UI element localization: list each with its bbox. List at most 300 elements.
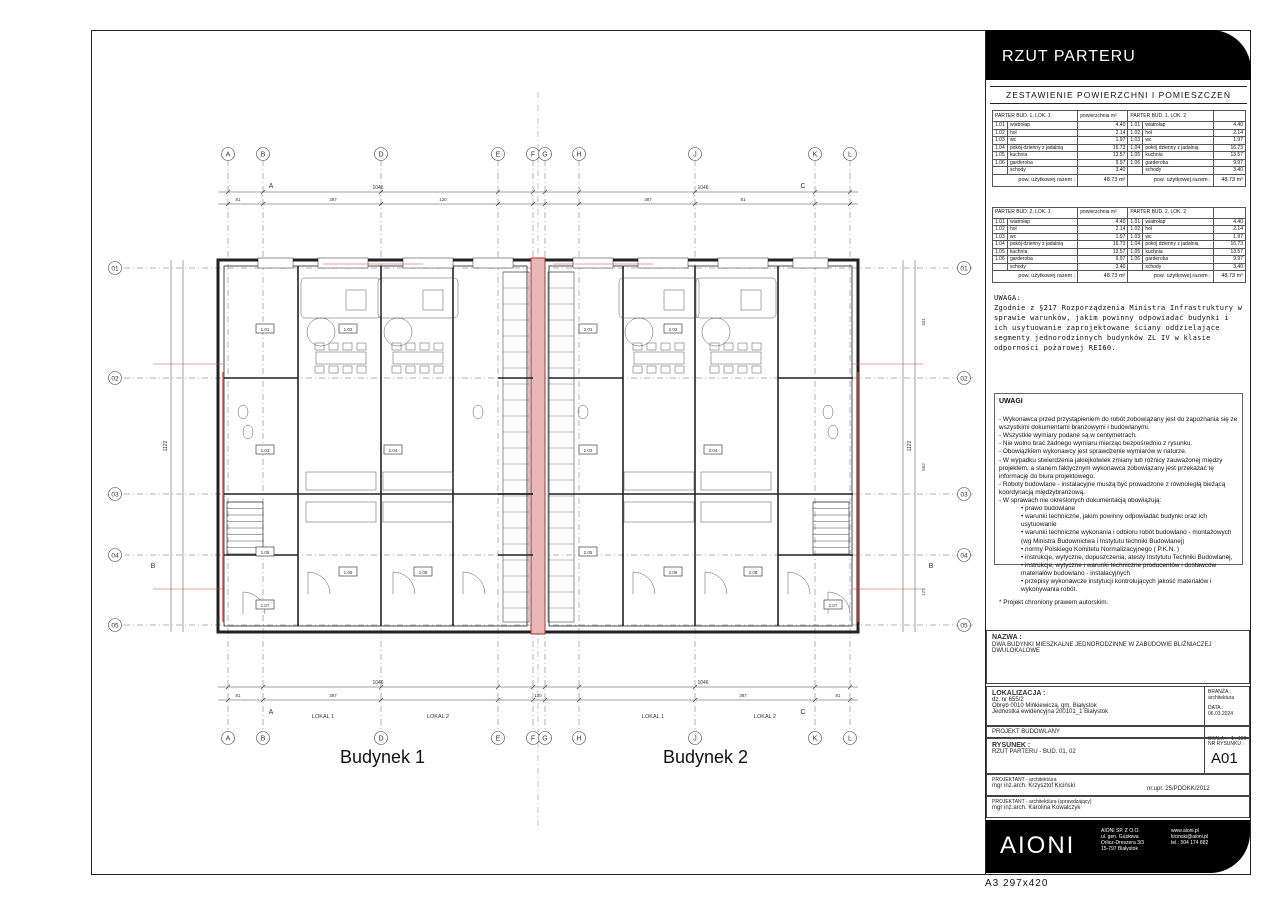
copyright-note: * Projekt chroniony prawem autorskim. xyxy=(999,599,1109,607)
note-subitem: • warunki techniczne, jakim powinny odpowiadać budynki oraz ich usytuowanie xyxy=(1021,513,1207,529)
chair xyxy=(633,366,642,373)
axis-letter: K xyxy=(812,151,818,159)
area-table-building-1 xyxy=(992,110,1246,187)
firm-contact xyxy=(1171,828,1208,846)
firm-box xyxy=(986,820,1250,873)
overall-width: 1046 xyxy=(372,185,384,191)
fire-note-text: Zgodnie z §217 Rozporządzenia Ministra Infrastruktury w sprawie warunków, jakim powinny odpowiadać budynki i ich usytuowanie zaprojektowane ściany oddzielające segmenty jednorodzinnych budynków ZL IV w klasie odporności pożarowej REI60. xyxy=(994,304,1243,352)
total-label: pow. użytkowej razem : xyxy=(993,271,1078,283)
axis-number: 01 xyxy=(111,265,119,273)
designer-label: PROJEKTANT - architekt/ura xyxy=(992,777,1057,783)
sofa xyxy=(619,278,699,318)
room-number: 1.01 xyxy=(993,122,1008,130)
axis-letter: H xyxy=(576,151,582,159)
room-area: 4.40 xyxy=(1078,122,1128,130)
sofa xyxy=(378,278,458,318)
axis-letter: K xyxy=(812,735,818,743)
drawing-number: A01 xyxy=(1211,750,1238,767)
total-left: 48.73 m² xyxy=(1078,174,1128,186)
room-area: 13.57 xyxy=(1213,248,1245,256)
room-tag: 1.03 xyxy=(260,448,270,453)
window xyxy=(258,258,293,268)
room-name: garderoba xyxy=(1008,256,1078,264)
general-notes-title: UWAGI xyxy=(999,398,1023,405)
window xyxy=(318,258,368,268)
chair xyxy=(675,366,684,373)
kitchen-counter xyxy=(624,472,694,490)
room-name: kuchnia xyxy=(1008,248,1078,256)
axis-letter: A xyxy=(225,151,231,159)
room-area: 4.40 xyxy=(1213,218,1245,226)
section-mark-c: C xyxy=(800,709,806,716)
room-area: 3.40 xyxy=(1078,263,1128,271)
round-table xyxy=(307,318,335,346)
room-area: 16.73 xyxy=(1078,241,1128,249)
firm-contact-line: tel.: 504 174 882 xyxy=(1171,840,1209,846)
dimension-value: 120 xyxy=(439,197,447,202)
location-line-3: Jednostka ewidencyjna 200101_1 Białystok xyxy=(992,709,1109,715)
unit-label: LOKAL 1 xyxy=(641,714,665,720)
overall-width: 1046 xyxy=(372,680,384,686)
total-right: 48.73 m² xyxy=(1213,174,1245,186)
chair xyxy=(357,366,366,373)
room-area: 9.97 xyxy=(1213,256,1245,264)
door-swing xyxy=(633,572,655,594)
room-number: 1.02 xyxy=(993,129,1008,137)
window xyxy=(718,258,768,268)
room-name: hol xyxy=(1143,226,1213,234)
dimension-value: 552 xyxy=(921,463,926,471)
room-area: 1.97 xyxy=(1213,233,1245,241)
room-tag: 2.06 xyxy=(668,570,678,575)
chair xyxy=(710,343,719,350)
chair xyxy=(661,343,670,350)
project-type: PROJEKT BUDOWLANY xyxy=(992,729,1060,735)
room-number: 1.03 xyxy=(1128,233,1143,241)
axis-letter: F xyxy=(530,151,536,159)
room-tag: 1.07 xyxy=(260,603,270,608)
room-area: 2.14 xyxy=(1213,226,1245,234)
chair xyxy=(724,343,733,350)
table-unit: powierzchnia m² xyxy=(1078,111,1128,122)
sofa xyxy=(301,278,381,318)
room-name: kuchnia xyxy=(1008,152,1078,160)
room-tag: 1.02 xyxy=(343,327,353,332)
room-number: 1.04 xyxy=(1128,144,1143,152)
table-row xyxy=(993,256,1246,264)
room-area: 3.40 xyxy=(1213,167,1245,175)
drawing-number-label: NR RYSUNKU : xyxy=(1208,741,1244,747)
checker-box xyxy=(986,796,1250,818)
room-area: 1.97 xyxy=(1213,137,1245,145)
dining-table xyxy=(711,352,761,364)
party-wall xyxy=(531,258,545,634)
wardrobe xyxy=(306,502,376,522)
room-number: 1.03 xyxy=(1128,137,1143,145)
chair xyxy=(752,366,761,373)
axis-number: 04 xyxy=(111,552,119,560)
table-left-title: PARTER BUD. 1, LOK. 1 xyxy=(993,111,1078,122)
chair xyxy=(329,366,338,373)
total-right: 48.73 m² xyxy=(1213,271,1245,283)
branch-date-box xyxy=(1204,686,1250,726)
axis-letter: L xyxy=(848,735,852,743)
designer-name: mgr inż.arch. Krzysztof Kiciński xyxy=(992,783,1076,789)
axis-number: 05 xyxy=(960,622,968,630)
location-label: LOKALIZACJA : xyxy=(992,690,1046,697)
note-item: - Nie wolno brać żadnego wymiaru mierząc bezpośrednio z rysunku. xyxy=(999,440,1193,448)
table-row xyxy=(993,167,1246,175)
note-item: - W wypadku stwierdzenia jakiejkolwiek zmiany lub różnicy zauważonej między projektem, a stanem faktycznym wykonawca zobowiązany jest przekazać tę informację do biura projektowego. xyxy=(999,456,1223,480)
fire-note xyxy=(994,293,1243,353)
room-number xyxy=(1128,167,1143,175)
room-name: wc xyxy=(1008,233,1078,241)
room-name: wc xyxy=(1143,137,1213,145)
table-row xyxy=(993,226,1246,234)
chair xyxy=(420,366,429,373)
room-name: pokój dzienny z jadalnią xyxy=(1143,241,1213,249)
room-area: 1.97 xyxy=(1078,137,1128,145)
room-tag: 2.02 xyxy=(668,327,678,332)
total-label: pow. użytkowej razem : xyxy=(1128,271,1213,283)
note-item: - Wszystkie wymiary podane są w centymetrach. xyxy=(999,432,1137,440)
room-area: 4.40 xyxy=(1213,122,1245,130)
room-area: 13.57 xyxy=(1078,152,1128,160)
chair xyxy=(406,343,415,350)
room-area: 9.97 xyxy=(1078,256,1128,264)
note-subitem: • warunki techniczne wykonania i odbioru robót budowlano - montażowych (wg Ministra Budownictwa i Instytutu techniki Budowlanej) xyxy=(1021,529,1232,545)
table-row xyxy=(993,122,1246,130)
dimension-value: 341 xyxy=(921,318,926,326)
toilet xyxy=(473,405,483,419)
room-number: 1.05 xyxy=(993,248,1008,256)
license-number: nr.upr. 25/PDOKK/2012 xyxy=(1147,786,1210,792)
room-area: 16.73 xyxy=(1078,144,1128,152)
door-swing xyxy=(463,572,485,594)
table-row xyxy=(993,241,1246,249)
room-tag: 2.08 xyxy=(748,570,758,575)
table-row xyxy=(993,248,1246,256)
room-name: hol xyxy=(1143,129,1213,137)
area-schedule-title: ZESTAWIENIE POWIERZCHNI I POMIESZCZEŃ xyxy=(990,86,1247,104)
axis-number: 02 xyxy=(960,375,968,383)
room-number: 1.04 xyxy=(1128,241,1143,249)
stairs xyxy=(548,272,574,622)
armchair xyxy=(664,290,684,310)
chair xyxy=(343,343,352,350)
chair xyxy=(329,343,338,350)
designer-box xyxy=(986,774,1250,796)
chair xyxy=(434,343,443,350)
room-tag: 1.08 xyxy=(418,570,428,575)
firm-address-line: 15-797 Białystok xyxy=(1101,846,1138,852)
door-swing xyxy=(393,572,415,594)
room-tag: 1.04 xyxy=(388,448,398,453)
table-row xyxy=(993,129,1246,137)
room-number: 1.06 xyxy=(1128,256,1143,264)
general-notes-sublist xyxy=(999,505,1238,594)
room-tag: 2.01 xyxy=(583,327,593,332)
dimension-value: 387 xyxy=(329,197,337,202)
room-tag: 2.04 xyxy=(708,448,718,453)
drawing-name: RZUT PARTERU - BUD. 01, 02 xyxy=(992,749,1076,755)
room-area: 2.14 xyxy=(1078,226,1128,234)
note-subitem: • instrukcje, wytyczne i warunki techniczne producentów i dostawców materiałów budowlano - instalacyjnych xyxy=(1021,561,1217,577)
axis-number: 03 xyxy=(960,491,968,499)
axis-number: 02 xyxy=(111,375,119,383)
dimension-value: 81 xyxy=(740,197,746,202)
total-label: pow. użytkowej razem : xyxy=(993,174,1078,186)
floor-plan-drawing xyxy=(93,32,983,873)
dimension-value: 81 xyxy=(835,693,841,698)
table-row xyxy=(993,263,1246,271)
room-tag: 1.01 xyxy=(260,327,270,332)
axis-number: 01 xyxy=(960,265,968,273)
firm-address-line: AIONI SP. Z O.O. xyxy=(1101,828,1140,834)
room-number: 1.05 xyxy=(1128,152,1143,160)
drawing-number-box xyxy=(1204,738,1250,774)
firm-address-line: Orlicz-Dreszera 3/3 xyxy=(1101,840,1145,846)
room-name: garderoba xyxy=(1143,159,1213,167)
room-name: schody xyxy=(1008,263,1078,271)
dimension-value: 387 xyxy=(644,197,652,202)
section-mark-b: B xyxy=(928,563,934,570)
room-name: pokój dzienny z jadalnią xyxy=(1008,241,1078,249)
building-label-1: Budynek 1 xyxy=(340,747,426,767)
chair xyxy=(661,366,670,373)
table-row xyxy=(993,159,1246,167)
dimension-value: 120 xyxy=(534,693,542,698)
general-notes-list xyxy=(999,416,1238,505)
section-mark-c: C xyxy=(800,183,806,190)
location-line-1: dz. nr 655/2 xyxy=(992,697,1024,703)
sofa xyxy=(696,278,776,318)
dimension-value: 387 xyxy=(329,693,337,698)
chair xyxy=(738,343,747,350)
kitchen-counter xyxy=(306,472,376,490)
chair xyxy=(420,343,429,350)
total-label: pow. użytkowej razem : xyxy=(1128,174,1213,186)
wardrobe xyxy=(383,502,453,522)
chair xyxy=(752,343,761,350)
room-name: wiatrołap xyxy=(1008,122,1078,130)
room-area: 13.57 xyxy=(1078,248,1128,256)
room-area: 16.73 xyxy=(1213,144,1245,152)
door-swing xyxy=(308,572,330,594)
room-tag: 1.05 xyxy=(260,550,270,555)
note-subitem: • normy Polskiego Komitetu Normalizacyjnego ( P.K.N. ) xyxy=(1021,545,1180,553)
room-number: 1.03 xyxy=(993,137,1008,145)
chair xyxy=(434,366,443,373)
note-item: - Wykonawca przed przystąpieniem do robót zobowiązany jest do zapoznania się ze wszystkimi dokumentami branżowymi i budowlanymi. xyxy=(999,416,1238,432)
overall-height: 1122 xyxy=(907,440,913,452)
room-name: pokój dzienny z jadalnią xyxy=(1008,144,1078,152)
room-area: 3.40 xyxy=(1213,263,1245,271)
room-number: 1.06 xyxy=(993,256,1008,264)
firm-address xyxy=(1101,828,1144,852)
toilet xyxy=(828,425,838,439)
toilet xyxy=(823,405,833,419)
dining-table xyxy=(316,352,366,364)
dimension-value: 81 xyxy=(235,197,241,202)
room-name: hol xyxy=(1008,129,1078,137)
door-swing xyxy=(705,572,727,594)
table-row xyxy=(993,137,1246,145)
location-line-2: Obręb 0010 Mińkiewicza, gm. Białystok xyxy=(992,703,1097,709)
toilet xyxy=(243,425,253,439)
room-name: schody xyxy=(1143,167,1213,175)
room-number: 1.02 xyxy=(1128,226,1143,234)
axis-letter: H xyxy=(576,735,582,743)
axis-letter: F xyxy=(530,735,536,743)
note-subitem: • instrukcje, wytyczne, dopuszczenia, atesty Instytutu Techniki Budowlanej, xyxy=(1021,553,1233,561)
stairs xyxy=(503,272,529,622)
kitchen-counter xyxy=(383,472,453,490)
room-tag: 2.07 xyxy=(828,603,838,608)
date-value: 06.03.2024 xyxy=(1208,711,1234,717)
note-subitem: • prawo budowlane xyxy=(1021,505,1076,513)
room-number xyxy=(993,167,1008,175)
title-block xyxy=(985,30,1251,875)
toilet xyxy=(578,405,588,419)
armchair xyxy=(741,290,761,310)
room-area: 1.97 xyxy=(1078,233,1128,241)
room-number: 1.02 xyxy=(1128,129,1143,137)
room-name: garderoba xyxy=(1008,159,1078,167)
room-name: pokój dzienny z jadalnią xyxy=(1143,144,1213,152)
unit-label: LOKAL 2 xyxy=(426,714,450,720)
axis-number: 04 xyxy=(960,552,968,560)
checker-name: mgr inż.arch. Karolina Kowalczyk xyxy=(992,805,1081,811)
chair xyxy=(738,366,747,373)
overall-height: 1122 xyxy=(163,440,169,452)
firm-address-line: ul. gen. Gustowa xyxy=(1101,834,1139,840)
window xyxy=(793,258,828,268)
date-label: DATA : xyxy=(1208,705,1224,711)
chair xyxy=(710,366,719,373)
unit-label: LOKAL 1 xyxy=(311,714,335,720)
drawing-title: RZUT PARTERU xyxy=(986,30,1251,80)
chair xyxy=(724,366,733,373)
room-number: 1.01 xyxy=(1128,218,1143,226)
total-left: 48.73 m² xyxy=(1078,271,1128,283)
note-item: - Roboty budowlane - instalacyjne muszą być prowadzone z równoległą bieżącą koordynacją międzybranżową. xyxy=(999,480,1226,496)
axis-number: 03 xyxy=(111,491,119,499)
section-mark-a: A xyxy=(268,183,274,190)
room-name: kuchnia xyxy=(1143,248,1213,256)
room-number: 1.04 xyxy=(993,144,1008,152)
room-name: wiatrołap xyxy=(1008,218,1078,226)
building-label-2: Budynek 2 xyxy=(663,747,749,767)
axis-letter: B xyxy=(260,151,266,159)
axis-letter: B xyxy=(260,735,266,743)
table-row xyxy=(993,218,1246,226)
overall-width: 1046 xyxy=(697,680,709,686)
room-tag: 2.05 xyxy=(583,550,593,555)
walls xyxy=(218,258,858,634)
room-name: wiatrołap xyxy=(1143,218,1213,226)
room-name: wc xyxy=(1008,137,1078,145)
section-mark-a: A xyxy=(268,709,274,716)
room-name: hol xyxy=(1008,226,1078,234)
note-item: - W sprawach nie określonych dokumentacją obowiązują: xyxy=(999,497,1162,505)
room-area: 2.14 xyxy=(1078,129,1128,137)
toilet xyxy=(238,405,248,419)
overall-width: 1046 xyxy=(697,185,709,191)
room-name: schody xyxy=(1143,263,1213,271)
room-number: 1.01 xyxy=(1128,122,1143,130)
branch-value: architektura xyxy=(1208,695,1235,701)
room-area: 3.40 xyxy=(1078,167,1128,175)
note-item: - Obowiązkiem wykonawcy jest sprawdzenie wymiarów w naturze. xyxy=(999,448,1187,456)
room-area: 16.73 xyxy=(1213,241,1245,249)
room-tag: 1.06 xyxy=(343,570,353,575)
window xyxy=(638,258,688,268)
dining-table xyxy=(634,352,684,364)
table-left-title: PARTER BUD. 2, LOK. 1 xyxy=(993,207,1078,218)
scale-label: SKALA : xyxy=(1208,736,1227,742)
drawing-label: RYSUNEK : xyxy=(992,742,1031,749)
room-area: 9.97 xyxy=(1078,159,1128,167)
armchair xyxy=(346,290,366,310)
room-name: wiatrołap xyxy=(1143,122,1213,130)
chair xyxy=(647,366,656,373)
unit-label: LOKAL 2 xyxy=(753,714,777,720)
room-tag: 2.03 xyxy=(583,448,593,453)
table-right-title: PARTER BUD. 2, LOK. 2 xyxy=(1128,207,1213,218)
room-area: 4.40 xyxy=(1078,218,1128,226)
room-number: 1.03 xyxy=(993,233,1008,241)
table-row xyxy=(993,233,1246,241)
axis-letter: L xyxy=(848,151,852,159)
chair xyxy=(392,366,401,373)
chair xyxy=(392,343,401,350)
wardrobe xyxy=(701,502,771,522)
axis-number: 05 xyxy=(111,622,119,630)
name-label: NAZWA : xyxy=(992,634,1022,641)
firm-contact-line: kicinski@aioni.pl xyxy=(1171,834,1209,840)
checker-label: PROJEKTANT - architekt/ura (sprawdzający) xyxy=(992,799,1092,805)
chair xyxy=(647,343,656,350)
kitchen-counter xyxy=(701,472,771,490)
round-table xyxy=(625,318,653,346)
room-area: 2.14 xyxy=(1213,129,1245,137)
scale-value: 1 : 100 xyxy=(1231,736,1247,742)
scale-box xyxy=(1204,726,1250,742)
axis-letter: E xyxy=(495,151,501,159)
room-number xyxy=(1128,263,1143,271)
axis-letter: J xyxy=(693,735,697,743)
room-number: 1.01 xyxy=(993,218,1008,226)
chair xyxy=(675,343,684,350)
axis-letter: D xyxy=(378,151,384,159)
project-name: DWA BUDYNKI MIESZKALNE JEDNORODZINNE W ZABUDOWIE BLIŹNIACZEJ DWULOKALOWE xyxy=(992,642,1212,654)
fire-note-title: UWAGA: xyxy=(994,294,1022,302)
round-table xyxy=(702,318,730,346)
room-name: wc xyxy=(1143,233,1213,241)
room-number: 1.04 xyxy=(993,241,1008,249)
dimension-value: 173 xyxy=(921,588,926,596)
firm-contact-line: www.aioni.pl xyxy=(1171,828,1199,834)
room-number xyxy=(993,263,1008,271)
room-area: 13.57 xyxy=(1213,152,1245,160)
area-table-building-2 xyxy=(992,207,1246,284)
axis-letter: A xyxy=(225,735,231,743)
room-number: 1.02 xyxy=(993,226,1008,234)
table-row xyxy=(993,152,1246,160)
door-swing xyxy=(788,572,810,594)
branch-label: BRANŻA : xyxy=(1208,689,1231,695)
